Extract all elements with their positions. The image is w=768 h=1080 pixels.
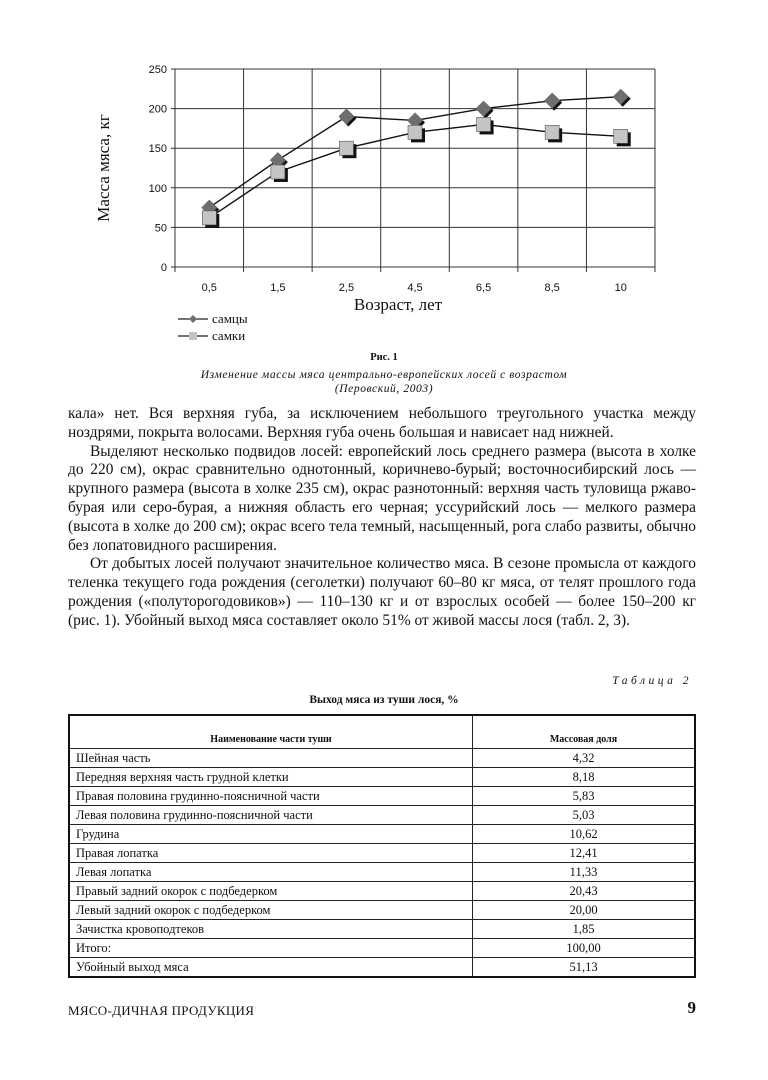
part-name-cell: Зачистка кровоподтеков [69, 920, 473, 939]
page-number: 9 [687, 998, 696, 1017]
part-name-cell: Правая лопатка [69, 844, 473, 863]
table-row [69, 958, 695, 978]
square-marker-icon [271, 165, 285, 179]
table-row [69, 806, 695, 825]
table-header-row [69, 715, 695, 749]
paragraph-2: Выделяют несколько подвидов лосей: европейский лось среднего размера (высота в холке до 220 см), окрас сравнительно однотонный, коричнево-бурый; восточносибирский лось — крупного размера (высота в холке 235 см), окрас разнотонный: верхняя часть туловища ржаво-бурая или серо-бурая, а нижняя область его черная; уссурийский лось — мелкого размера (высота в холке до 200 см); окрас всего тела темный, насыщенный, рога слабо развиты, обычно без лопатовидного расширения. [68, 442, 696, 554]
mass-share-cell: 12,41 [473, 844, 696, 863]
mass-share-cell: 4,32 [473, 749, 696, 768]
y-tick-label: 200 [148, 103, 167, 116]
table-row [69, 882, 695, 901]
x-tick-label: 6,5 [475, 282, 492, 294]
square-marker-icon [202, 211, 216, 225]
mass-share-cell: 100,00 [473, 939, 696, 958]
part-name-cell: Грудина [69, 825, 473, 844]
mass-share-cell: 5,03 [473, 806, 696, 825]
body-text [68, 405, 696, 631]
chart-x-axis-label: Возраст, лет [353, 295, 443, 314]
header-part-name: Наименование части туши [69, 715, 473, 749]
x-tick-label: 8,5 [544, 282, 560, 294]
meat-yield-table [68, 714, 696, 978]
y-tick-label: 250 [148, 64, 167, 76]
table-row [69, 749, 695, 768]
x-tick-label: 4,5 [407, 282, 423, 294]
header-mass-share: Массовая доля [473, 715, 696, 749]
square-marker-icon [614, 129, 628, 143]
figure-number: Рис. 1 [370, 352, 398, 363]
y-tick-label: 0 [160, 262, 167, 274]
part-name-cell: Левая половина грудинно-поясничной части [69, 806, 473, 825]
table-row [69, 939, 695, 958]
mass-share-cell: 20,43 [473, 882, 696, 901]
mass-share-cell: 20,00 [473, 901, 696, 920]
table-number: Таблица 2 [612, 675, 692, 687]
part-name-cell: Убойный выход мяса [69, 958, 473, 978]
figure-caption-source: (Перовский, 2003) [334, 383, 434, 395]
part-name-cell: Левый задний окорок с подбедерком [69, 901, 473, 920]
mass-share-cell: 51,13 [473, 958, 696, 978]
x-tick-label: 1,5 [270, 282, 286, 294]
table-title: Выход мяса из туши лося, % [309, 694, 459, 706]
table-row [69, 920, 695, 939]
y-tick-label: 100 [148, 182, 167, 195]
mass-share-cell: 10,62 [473, 825, 696, 844]
legend-label-males: самцы [212, 310, 248, 326]
mass-share-cell: 11,33 [473, 863, 696, 882]
x-tick-label: 2,5 [338, 282, 355, 294]
mass-share-cell: 1,85 [473, 920, 696, 939]
figure-caption [0, 368, 768, 396]
square-marker-icon [178, 331, 208, 341]
table-row [69, 901, 695, 920]
chart-legend [178, 310, 248, 344]
legend-label-females: самки [212, 327, 246, 343]
meat-mass-chart [0, 0, 768, 350]
part-name-cell: Правый задний окорок с подбедерком [69, 882, 473, 901]
chart-plot-area [0, 0, 768, 300]
y-tick-label: 150 [148, 143, 167, 156]
paragraph-3: От добытых лосей получают значительное количество мяса. В сезоне промысла от каждого теленка текущего года рождения (сеголетки) получают 60–80 кг мяса, от телят прошлого года рождения («полуторогодовиков») — 110–130 кг и от взрослых особей — более 150–200 кг (рис. 1). Убойный выход мяса составляет около 51% от живой массы лося (табл. 2, 3). [68, 555, 696, 629]
table-row [69, 787, 695, 806]
square-marker-icon [545, 125, 559, 139]
part-name-cell: Шейная часть [69, 749, 473, 768]
square-marker-icon [339, 141, 353, 155]
table-row [69, 863, 695, 882]
table-row [69, 825, 695, 844]
x-tick-label: 0,5 [201, 282, 217, 294]
table-row [69, 844, 695, 863]
legend-item-females [178, 327, 248, 344]
part-name-cell: Правая половина грудинно-поясничной части [69, 787, 473, 806]
part-name-cell: Левая лопатка [69, 863, 473, 882]
chart-y-axis-label: Масса мяса, кг [94, 114, 113, 222]
mass-share-cell: 5,83 [473, 787, 696, 806]
square-marker-icon [477, 117, 491, 131]
figure-caption-line1: Изменение массы мяса центрально-европейских лосей с возрастом [200, 369, 568, 381]
legend-item-males [178, 310, 248, 327]
y-tick-label: 50 [154, 222, 167, 235]
x-tick-label: 10 [614, 282, 627, 294]
diamond-marker-icon [178, 314, 208, 324]
table-row [69, 768, 695, 787]
running-footer-section: МЯСО-ДИЧНАЯ ПРОДУКЦИЯ [68, 1003, 255, 1018]
part-name-cell: Передняя верхняя часть грудной клетки [69, 768, 473, 787]
paragraph-1: кала» нет. Вся верхняя губа, за исключением небольшого треугольного участка между ноздрями, покрыта волосами. Верхняя губа очень большая и нависает над нижней. [68, 405, 696, 441]
mass-share-cell: 8,18 [473, 768, 696, 787]
part-name-cell: Итого: [69, 939, 473, 958]
square-marker-icon [408, 125, 422, 139]
